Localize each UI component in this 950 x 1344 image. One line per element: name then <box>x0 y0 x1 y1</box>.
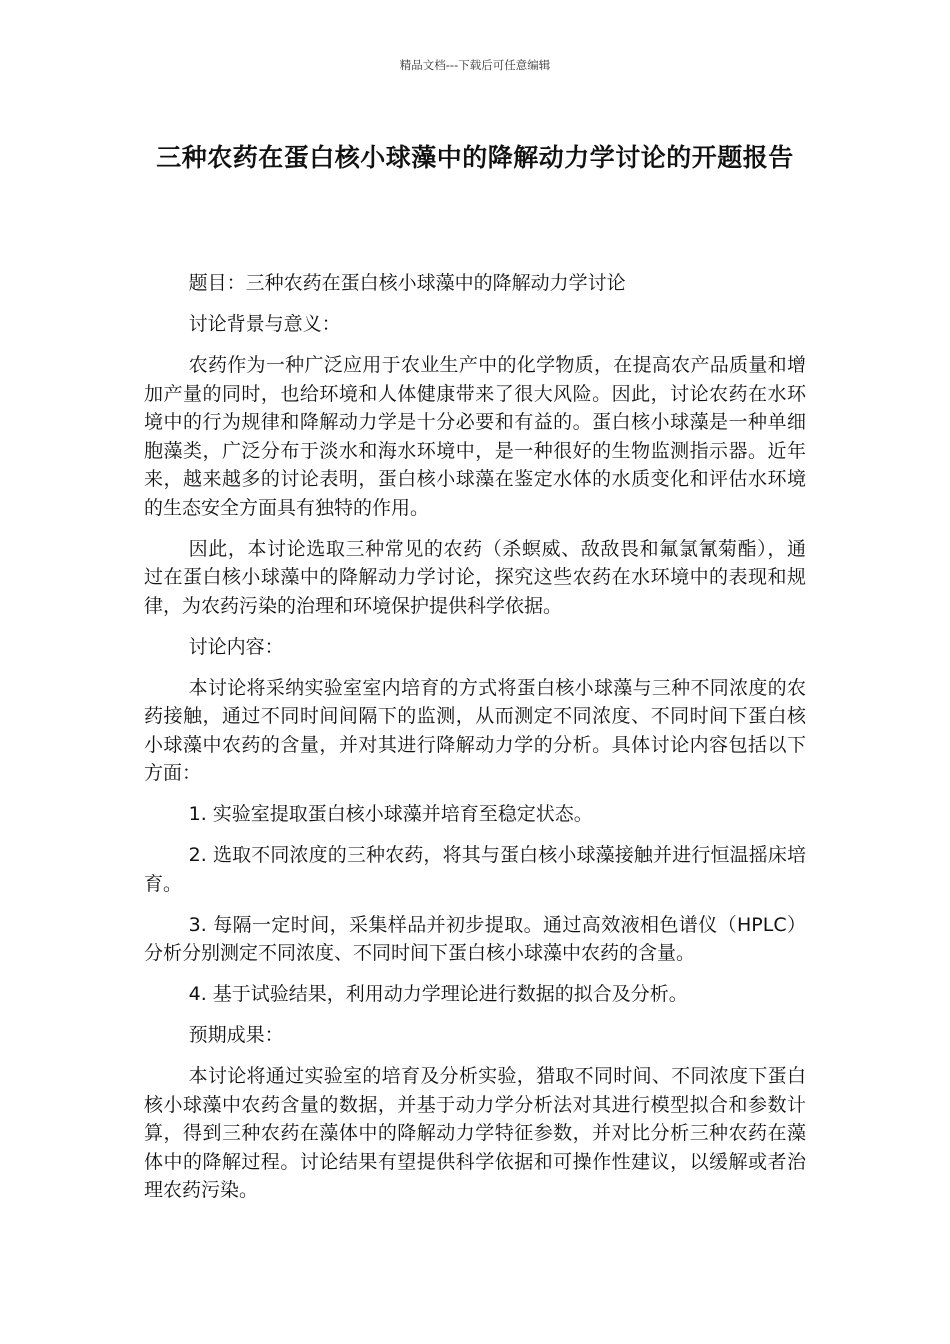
content-list-item: 3. 每隔一定时间，采集样品并初步提取。通过高效液相色谱仪（HPLC）分析分别测定不同浓度、不同时间下蛋白核小球藻中农药的含量。 <box>144 913 806 964</box>
paragraph-content: 本讨论将采纳实验室室内培育的方式将蛋白核小球藻与三种不同浓度的农药接触，通过不同时间间隔下的监测，从而测定不同浓度、不同时间下蛋白核小球藻中农药的含量，并对其进行降解动力学的分析。具体讨论内容包括以下方面： <box>144 676 806 784</box>
content-list-item: 4. 基于试验结果，利用动力学理论进行数据的拟合及分析。 <box>188 983 688 1005</box>
document-title: 三种农药在蛋白核小球藻中的降解动力学讨论的开题报告 <box>156 143 794 172</box>
section-heading-content: 讨论内容： <box>188 635 284 658</box>
content-list-item: 2. 选取不同浓度的三种农药，将其与蛋白核小球藻接触并进行恒温摇床培育。 <box>144 844 806 895</box>
section-heading-results: 预期成果： <box>188 1024 284 1046</box>
paragraph-results: 本讨论将通过实验室的培育及分析实验，猎取不同时间、不同浓度下蛋白核小球藻中农药含量的数据，并基于动力学分析法对其进行模型拟合和参数计算，得到三种农药在藻体中的降解动力学特征参数，并对比分析三种农药在藻体中的降解过程。讨论结果有望提供科学依据和可操作性建议，以缓解或者治理农药污染。 <box>144 1065 806 1201</box>
content-list-item: 1. 实验室提取蛋白核小球藻并培育至稳定状态。 <box>188 803 593 825</box>
document-body <box>144 269 806 1217</box>
paragraph-background-2: 因此，本讨论选取三种常见的农药（杀螟威、敌敌畏和氟氯氰菊酯），通过在蛋白核小球藻中的降解动力学讨论，探究这些农药在水环境中的表现和规律，为农药污染的治理和环境保护提供科学依据。 <box>144 537 806 617</box>
page-header-watermark: 精品文档---下载后可任意编辑 <box>399 58 551 72</box>
paragraph-background-1: 农药作为一种广泛应用于农业生产中的化学物质，在提高农产品质量和增加产量的同时，也给环境和人体健康带来了很大风险。因此，讨论农药在水环境中的行为规律和降解动力学是十分必要和有益的。蛋白核小球藻是一种单细胞藻类，广泛分布于淡水和海水环境中，是一种很好的生物监测指示器。近年来，越来越多的讨论表明，蛋白核小球藻在鉴定水体的水质变化和评估水环境的生态安全方面具有独特的作用。 <box>144 354 806 519</box>
section-heading-background: 讨论背景与意义： <box>188 313 341 335</box>
subject-line: 题目：三种农药在蛋白核小球藻中的降解动力学讨论 <box>188 272 626 294</box>
